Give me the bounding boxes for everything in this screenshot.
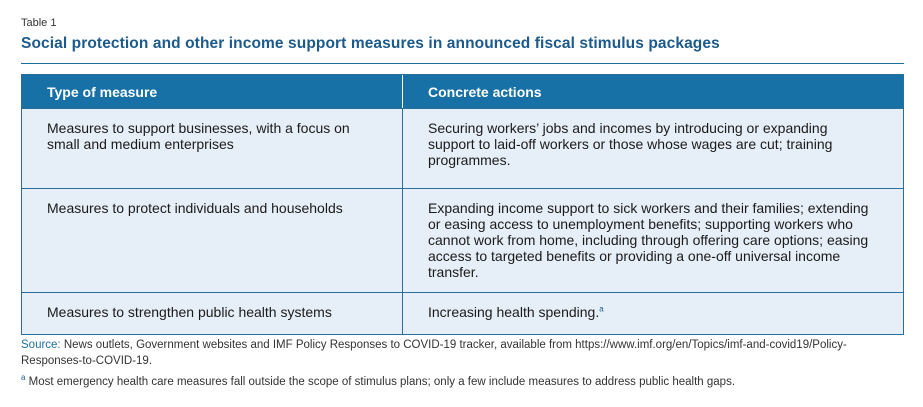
title-divider bbox=[21, 63, 904, 64]
concrete-actions-cell: Expanding income support to sick workers and their families; extending or easing access to unemployment benefits; supporting workers who cannot work from home, including through offering care options; easing access to targeted benefits or providing a one-off universal income transfer. bbox=[402, 189, 903, 292]
source-label: Source: bbox=[21, 339, 61, 351]
table-header-row bbox=[22, 75, 903, 108]
source-text: News outlets, Government websites and IMF Policy Responses to COVID-19 tracker, available from https://www.imf.org/en/Topics/imf-and-covid19/Policy-Responses-to-COVID-19. bbox=[21, 339, 847, 367]
measure-type-cell: Measures to protect individuals and households bbox=[47, 200, 343, 216]
header-concrete-actions: Concrete actions bbox=[402, 75, 903, 108]
footnote-marker: a bbox=[599, 304, 604, 314]
measure-type-cell: Measures to strengthen public health systems bbox=[47, 304, 332, 320]
footnote-text: Most emergency health care measures fall outside the scope of stimulus plans; only a few include measures to address public health gaps. bbox=[28, 376, 736, 388]
table-row bbox=[22, 292, 903, 334]
measures-table bbox=[21, 74, 904, 335]
footnote-mark: a bbox=[21, 373, 26, 383]
source-note bbox=[21, 337, 901, 369]
table-label: Table 1 bbox=[21, 17, 57, 29]
concrete-actions-cell: Securing workers’ jobs and incomes by introducing or expanding support to laid-off workers or those whose wages are cut; training programmes. bbox=[402, 109, 903, 188]
table-row bbox=[22, 108, 903, 188]
measure-type-cell: Measures to support businesses, with a focus on small and medium enterprises bbox=[47, 120, 350, 152]
concrete-actions-cell bbox=[402, 293, 903, 334]
header-type-of-measure: Type of measure bbox=[47, 83, 158, 100]
table-title: Social protection and other income support measures in announced fiscal stimulus packages bbox=[21, 35, 720, 52]
concrete-actions-text: Increasing health spending. bbox=[428, 304, 600, 320]
table-row bbox=[22, 188, 903, 292]
footnote bbox=[21, 375, 735, 389]
